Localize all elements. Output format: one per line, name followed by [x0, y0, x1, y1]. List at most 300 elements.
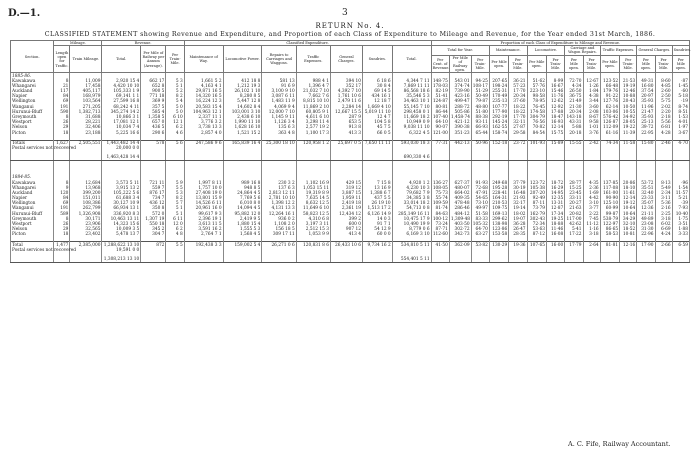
- cell-p12: 21·11: [637, 212, 655, 217]
- cell-p12: 22·95: [637, 130, 655, 135]
- cell-len: 69: [54, 99, 70, 104]
- cell-su: 104 5 8: [362, 120, 392, 125]
- cell-p2: 499·47: [449, 99, 471, 104]
- cell-rc: 137 6 3: [262, 186, 296, 191]
- cell-lp: 1,212 19 3: [223, 84, 262, 89]
- cell-p7: 16·67: [546, 84, 564, 89]
- cell-p7: 14·95: [546, 191, 564, 196]
- cell-su: 12 18 7: [362, 99, 392, 104]
- cell-te: 21,032 7 10: [296, 89, 330, 94]
- cell-p2: 664·02: [449, 191, 471, 196]
- cell-su: 6 18 6: [362, 79, 392, 84]
- cell-p12: 31·30: [637, 227, 655, 232]
- cell-p5: 19·14: [509, 206, 527, 211]
- cell-p11: 34·92: [620, 115, 637, 120]
- cell-p1: 75·73: [431, 191, 449, 196]
- col-p14: Per Mile open.: [672, 55, 689, 73]
- cell-p3: 50·96: [471, 140, 489, 146]
- cell-p3: 73·10: [471, 201, 489, 206]
- cell-rc: 91 6 9: [262, 84, 296, 89]
- col-locomotive-power: Locomotive Power.: [223, 46, 262, 73]
- cell-p5: 36·28: [509, 222, 527, 227]
- cell-p12: 20·97: [637, 94, 655, 99]
- cell-p6: 174·58: [527, 110, 546, 115]
- cell-p2: 362·09: [449, 242, 471, 248]
- cell-mil: [70, 257, 102, 263]
- cell-et: 285,149 16 11: [392, 212, 431, 217]
- cell-p7: 16·93: [546, 120, 564, 125]
- cell-p13: 4·28: [655, 130, 672, 135]
- cell-len: 29: [54, 227, 70, 232]
- col-p11: Per Train-Mile.: [620, 55, 637, 73]
- cell-p7: 12·87: [546, 206, 564, 211]
- cell-name: Nelson: [11, 125, 54, 130]
- cell-p13: 2·46: [655, 140, 672, 146]
- cell-pm: 559 7: [141, 186, 166, 191]
- cell-gc: 2,479 11 6: [330, 99, 362, 104]
- cell-su: 1,388 6 7: [362, 191, 392, 196]
- cell-p1: 136·27: [432, 180, 448, 186]
- cell-p8: 36·75: [565, 94, 583, 99]
- cell-lp: 1,628 16 10: [223, 125, 262, 130]
- cell-mil: 23,188: [70, 130, 102, 135]
- cell-p4: 249·68: [489, 180, 508, 185]
- col-p5: Per Train-Mile.: [509, 55, 527, 73]
- cell-gc: 913 8: [330, 125, 362, 130]
- cell-p14: [672, 161, 689, 176]
- cell-gc: 907 12: [330, 227, 362, 232]
- cell-name: Hurunui-Bluff: [11, 212, 54, 217]
- cell-p5: 28·35: [509, 232, 527, 237]
- cell-p5: 18·02: [509, 212, 527, 217]
- cell-tot: 2,920 15 4: [102, 79, 141, 84]
- cell-p7: 16·08: [546, 232, 564, 237]
- cell-p13: [655, 161, 672, 176]
- cell-tot: 10,463 13 11: [102, 217, 141, 222]
- cell-p2: 351·23: [449, 130, 471, 135]
- cell-p9: 12·67: [583, 79, 600, 84]
- cell-rc: 3,100 9 10: [262, 89, 296, 94]
- cell-p5: 21·93: [509, 196, 527, 201]
- cell-name: Nelson: [11, 227, 54, 232]
- cell-p3: 48·80: [471, 105, 489, 110]
- cell-et: 8,779 0 6: [392, 227, 431, 232]
- cell-gc: 4,392 7 10: [330, 89, 362, 94]
- cell-tot: 1,463,428 14 4: [102, 155, 141, 161]
- cell-mil: 23,906: [70, 222, 102, 227]
- cell-p8: 42·62: [565, 222, 583, 227]
- cell-gc: 12,667 15 5: [330, 110, 362, 115]
- cell-gc: 25,697 0 5: [330, 140, 362, 146]
- cell-rc: 230 3 2: [262, 180, 296, 185]
- col-maintenance-way: Maintenance of Way.: [184, 46, 223, 73]
- cell-name: Kawakawa: [11, 180, 54, 185]
- cell-su: 6,126 14 9: [362, 212, 392, 217]
- cell-et: 10,949 0 9: [392, 120, 431, 125]
- cell-len: 18: [54, 130, 70, 135]
- cell-name: Wanganui: [11, 105, 54, 110]
- cell-p9: 7·45: [583, 217, 600, 222]
- cell-et: 10,490 19 9: [392, 222, 431, 227]
- cell-rc: 309 17 11: [262, 232, 296, 237]
- cell-tot: 14,323 15 6: [102, 222, 141, 227]
- cell-p7: 8·99: [546, 79, 564, 84]
- cell-name: Whangarei: [11, 84, 54, 89]
- cell-pt: 5 1: [166, 212, 184, 217]
- cell-p11: 18·52: [620, 227, 637, 232]
- cell-p5: 37·79: [509, 180, 527, 185]
- cell-p6: 70·82: [527, 125, 546, 130]
- cell-mw: 2,764 7 1: [184, 232, 223, 237]
- cell-rc: 1,483 11 9: [262, 99, 296, 104]
- cell-p12: 15·80: [637, 140, 655, 146]
- cell-p4: 107·77: [489, 105, 508, 110]
- cell-name: Postal services not recovered: [12, 145, 77, 151]
- cell-p6: 123·72: [527, 180, 546, 185]
- cell-pm: 876 17: [141, 191, 166, 196]
- cell-pt: 5 5: [166, 242, 184, 248]
- cell-p1: 82·19: [431, 89, 449, 94]
- cell-p8: 17·22: [565, 232, 583, 237]
- cell-p14: 8·74: [672, 105, 689, 110]
- cell-su: [362, 257, 392, 263]
- cell-te: 2,512 15 3: [296, 227, 330, 232]
- cell-p10: [600, 257, 619, 263]
- cell-mw: 192,438 3 3: [184, 242, 223, 248]
- cell-p4: 210·53: [489, 201, 508, 206]
- table-header: [11, 41, 690, 73]
- cell-pt: 5 9: [166, 180, 184, 185]
- cell-et: 54,713 0 8: [392, 206, 431, 211]
- cell-rc: 26,271 0 6: [262, 242, 296, 248]
- cell-p14: 10·40: [672, 212, 689, 217]
- cell-mw: 14,526 6 11: [184, 201, 223, 206]
- cell-te: 1,102 16 9: [296, 180, 330, 185]
- cell-su: 1,513 17 2: [362, 206, 392, 211]
- cell-gc: 413 4: [330, 232, 362, 237]
- sub-total-for-year: Total for Year.: [431, 46, 489, 55]
- cell-p14: 1·54: [672, 186, 689, 191]
- cell-mil: 151,011: [70, 196, 102, 201]
- cell-p10: 112·09: [600, 125, 619, 130]
- cell-gc: 1,959 11: [330, 196, 362, 201]
- cell-gc: 26,433 10 6: [330, 242, 362, 248]
- col-section: Section.: [11, 41, 54, 73]
- cell-p7: 13·31: [546, 201, 564, 206]
- cell-mil: 405,117: [70, 89, 102, 94]
- cell-p11: 12·14: [620, 196, 637, 201]
- cell-p9: 4·35: [583, 180, 600, 185]
- cell-lp: 165,839 16 4: [223, 140, 262, 146]
- cell-su: 5,019 11 10: [362, 110, 392, 115]
- cell-te: 3,298 11 4: [296, 120, 330, 125]
- cell-len: 21: [54, 84, 70, 89]
- cell-te: 11,869 2 10: [296, 105, 330, 110]
- cell-p7: 12·92: [546, 105, 564, 110]
- cell-p9: 11·12: [583, 222, 600, 227]
- cell-p3: 105·32: [472, 222, 488, 228]
- cell-p1: 55·74: [431, 196, 449, 201]
- cell-name: [11, 161, 54, 176]
- cell-p9: 3·18: [583, 232, 600, 237]
- cell-p12: 35·93: [637, 99, 655, 104]
- cell-p2: 739·90: [449, 89, 471, 94]
- cell-p8: 15·55: [565, 140, 583, 146]
- cell-te: 120,831 8 6: [296, 242, 330, 248]
- cell-name: [11, 257, 54, 263]
- cell-lp: 14,094 4 5: [223, 206, 262, 211]
- cell-p2: 390·38: [449, 125, 471, 130]
- cell-te: 4,310 6 8: [296, 217, 330, 222]
- cell-p14: 7·93: [672, 206, 689, 211]
- cell-p3: 63·27: [471, 232, 489, 237]
- cell-pm: [141, 257, 166, 263]
- cell-tot: 10,866 3 1: [102, 115, 141, 120]
- cell-p4: 152·18: [489, 140, 508, 146]
- col-p9: Per Train-Mile.: [583, 55, 600, 73]
- cell-lp: 1,990 11 10: [223, 120, 262, 125]
- cell-te: 8,632 12 5: [296, 201, 330, 206]
- cell-et: 4,230 10 3: [392, 186, 431, 191]
- cell-et: 10,475 17 9: [392, 217, 431, 222]
- cell-pt: 6 11: [166, 217, 184, 222]
- cell-p4: 169·13: [489, 212, 508, 217]
- cell-p7: 18·72: [546, 180, 564, 185]
- cell-pt: 6 2: [166, 227, 184, 232]
- cell-p4: 228·41: [489, 191, 508, 196]
- cell-pm: 436 12: [141, 201, 166, 206]
- cell-mil: 12,684: [70, 180, 102, 185]
- cell-p12: 49·31: [637, 79, 655, 84]
- cell-mw: 29,871 16 5: [184, 89, 223, 94]
- cell-p3: 51·80: [471, 110, 489, 115]
- cell-name: Postal services not recovered: [12, 247, 77, 253]
- cell-pt: 5 0: [166, 110, 184, 115]
- cell-gc: 653 5: [330, 120, 362, 125]
- cell-p1: 80·81: [431, 105, 449, 110]
- col-traffic-expenses: Traffic Expenses.: [296, 46, 330, 73]
- cell-p6: 76·56: [527, 120, 546, 125]
- cell-pt: [166, 257, 184, 263]
- cell-p5: 29·58: [509, 130, 527, 135]
- cell-p2: 543 01: [449, 79, 471, 84]
- cell-pt: 5 7: [166, 201, 184, 206]
- cell-len: 1,627: [54, 140, 70, 146]
- cell-p4: 170·49: [489, 94, 508, 99]
- cell-p9: 3·10: [583, 201, 600, 206]
- cell-te: 60,805 9 1: [296, 110, 330, 115]
- cell-rc: 1,108 2 0: [262, 222, 296, 227]
- cell-p1: 148·75: [432, 78, 448, 84]
- cell-lp: 1,555 5 3: [223, 227, 262, 232]
- cell-p11: 11·58: [620, 140, 637, 146]
- cell-p7: [546, 161, 564, 176]
- cell-p11: 10·88: [620, 94, 637, 99]
- cell-len: 84: [54, 196, 70, 201]
- cell-mw: 2,396 19 1: [184, 217, 223, 222]
- cell-p14: 5·21: [672, 196, 689, 201]
- cell-p6: 73·79: [527, 206, 546, 211]
- cell-p4: [489, 257, 508, 263]
- cell-tot: 5,478 13 7: [102, 232, 141, 237]
- cell-p13: 5·75: [655, 99, 672, 104]
- cell-tot: 105,222 5 6: [102, 191, 141, 196]
- cell-p8: 117·00: [566, 216, 582, 222]
- cell-te: 8,815 10 10: [296, 99, 330, 104]
- cell-mw: 3,591 16 2: [184, 227, 223, 232]
- cell-p1: 90·07: [431, 125, 449, 130]
- cell-len: 8: [54, 79, 70, 84]
- cell-p7: 15·46: [546, 89, 564, 94]
- cell-p13: 2·16: [655, 206, 672, 211]
- cell-p8: 33·11: [565, 196, 583, 201]
- cell-p12: 21·47: [637, 110, 655, 115]
- cell-p7: 15·75: [546, 130, 564, 135]
- cell-p9: [583, 257, 600, 263]
- col-p4: Per Mile open.: [489, 55, 508, 73]
- cell-p5: 16·48: [509, 191, 527, 196]
- sub-general: General Charges.: [637, 46, 672, 55]
- cell-p6: 53·63: [527, 227, 546, 232]
- cell-len: [54, 161, 70, 176]
- cell-gc: 287 9: [330, 115, 362, 120]
- cell-p13: 2·25: [655, 212, 672, 217]
- cell-mil: 108,386: [70, 201, 102, 206]
- cell-p14: ·87: [672, 79, 689, 84]
- cell-p14: 3·67: [672, 130, 689, 135]
- cell-p8: [565, 161, 583, 176]
- cell-p10: 122·97: [600, 222, 619, 227]
- cell-te: 58,823 12 5: [296, 212, 330, 217]
- cell-su: 7 15 8: [362, 180, 392, 185]
- cell-p10: 179·76: [600, 89, 619, 94]
- cell-p2: 374·74: [449, 84, 471, 89]
- cell-mil: 1,382,713: [70, 110, 102, 115]
- cell-p11: 10·64: [620, 212, 637, 217]
- cell-lp: 26,102 1 10: [223, 89, 262, 94]
- cell-p13: 2·66: [655, 242, 672, 248]
- cell-et: 86,568 18 6: [392, 89, 431, 94]
- cell-pm: 1,358 5: [141, 115, 166, 120]
- cell-p6: 78·95: [527, 99, 546, 104]
- cell-p12: [637, 161, 655, 176]
- col-p1: Per Cent. of Revenue.: [431, 55, 449, 73]
- cell-te: 120,958 1 2: [296, 140, 330, 146]
- accountant-signature: A. C. Fife, Railway Accountant.: [568, 440, 671, 448]
- cell-p9: 4·38: [583, 94, 600, 99]
- cell-tot: 17,081 12 1: [102, 120, 141, 125]
- col-length: Length open for Traffic.: [54, 46, 70, 73]
- cell-p14: 1·53: [672, 115, 689, 120]
- cell-mil: 30,171: [70, 217, 102, 222]
- cell-p8: 23·45: [565, 191, 583, 196]
- cell-p1: 100·12: [432, 216, 448, 222]
- cell-pm: [141, 161, 166, 176]
- cell-su: 54 12 9: [362, 227, 392, 232]
- cell-p2: 288·72: [449, 105, 471, 110]
- col-p2: Per Mile of Railway open.: [449, 55, 471, 73]
- cell-p3: [471, 257, 489, 263]
- cell-p7: 12·35: [546, 196, 564, 201]
- cell-p1: 87·71: [431, 227, 449, 232]
- col-repairs: Repairs to Carriages and Waggons.: [262, 46, 296, 73]
- cell-p11: 34·29: [620, 217, 637, 222]
- cell-p9: 9·58: [583, 120, 600, 125]
- cell-lp: [223, 257, 262, 263]
- cell-p3: 66·93: [471, 125, 489, 130]
- cell-gc: 429 15: [330, 180, 362, 185]
- cell-p11: 10·81: [620, 232, 637, 237]
- cell-p2: 442·13: [449, 140, 471, 146]
- cell-p10: 161·00: [600, 191, 619, 196]
- cell-pm: 304 7: [141, 232, 166, 237]
- cell-tot: 10,034 7 4: [102, 125, 141, 130]
- cell-p10: 99·87: [600, 212, 619, 217]
- cell-p8: 26·50: [565, 89, 583, 94]
- cell-tot: 68,242 4 11: [102, 105, 141, 110]
- cell-len: 8: [54, 217, 70, 222]
- cell-p1: 109·59: [432, 201, 448, 207]
- cell-p11: 32·10: [620, 222, 637, 227]
- cell-et: 7,869 11 11: [392, 84, 431, 89]
- cell-p11: 19·22: [620, 125, 637, 130]
- cell-p9: [583, 161, 600, 176]
- cell-p12: 32·40: [637, 191, 655, 196]
- cell-lp: 2,419 9 5: [223, 217, 262, 222]
- cell-mw: 3,613 11 5: [184, 222, 223, 227]
- cell-p6: 76·45: [527, 105, 546, 110]
- cell-pm: 550 18: [141, 222, 166, 227]
- cell-p11: 11·39: [620, 130, 637, 135]
- cell-p8: 43·31: [565, 120, 583, 125]
- cell-et: 34,385 3 8: [392, 196, 431, 201]
- cell-p14: 3·33: [672, 232, 689, 237]
- cell-p3: 108·17: [472, 83, 488, 89]
- cell-p5: 26·47: [509, 227, 527, 232]
- cell-len: 117: [54, 89, 70, 94]
- cell-p12: 37·54: [637, 89, 655, 94]
- cell-len: [54, 257, 70, 263]
- cell-p14: 3·51: [672, 222, 689, 227]
- section-gap: [11, 161, 690, 176]
- cell-te: 1,053 9 9: [296, 232, 330, 237]
- cell-p12: 53·72: [637, 180, 655, 185]
- cell-p7: 16·29: [546, 186, 564, 191]
- cell-p8: 15·25: [565, 186, 583, 191]
- cell-p5: [509, 257, 527, 263]
- cell-p1: 41·50: [431, 242, 449, 248]
- cell-pt: 4 8: [166, 232, 184, 237]
- col-general-charges: General Charges.: [330, 46, 362, 73]
- cell-lp: 1,880 15 4: [223, 222, 262, 227]
- cell-p7: 11·76: [546, 94, 564, 99]
- cell-p3: 51·29: [471, 89, 489, 94]
- cell-p6: 162·79: [527, 212, 546, 217]
- cell-pm: 771 18: [141, 94, 166, 99]
- cell-p9: 1·01: [583, 125, 600, 130]
- cell-lp: 8,280 8 5: [223, 94, 262, 99]
- cell-p14: 6·59: [672, 242, 689, 248]
- cell-p11: 12·46: [620, 89, 637, 94]
- cell-te: 19,319 8 9: [296, 191, 330, 196]
- cell-p5: 18·22: [509, 105, 527, 110]
- cell-pm: 357 5: [141, 105, 166, 110]
- cell-gc: [330, 161, 362, 176]
- cell-pm: 872: [141, 242, 166, 248]
- cell-pm: 350 8: [141, 206, 166, 211]
- cell-tot: 27,599 16 8: [102, 99, 141, 104]
- cell-mw: 16,224 12 3: [184, 99, 223, 104]
